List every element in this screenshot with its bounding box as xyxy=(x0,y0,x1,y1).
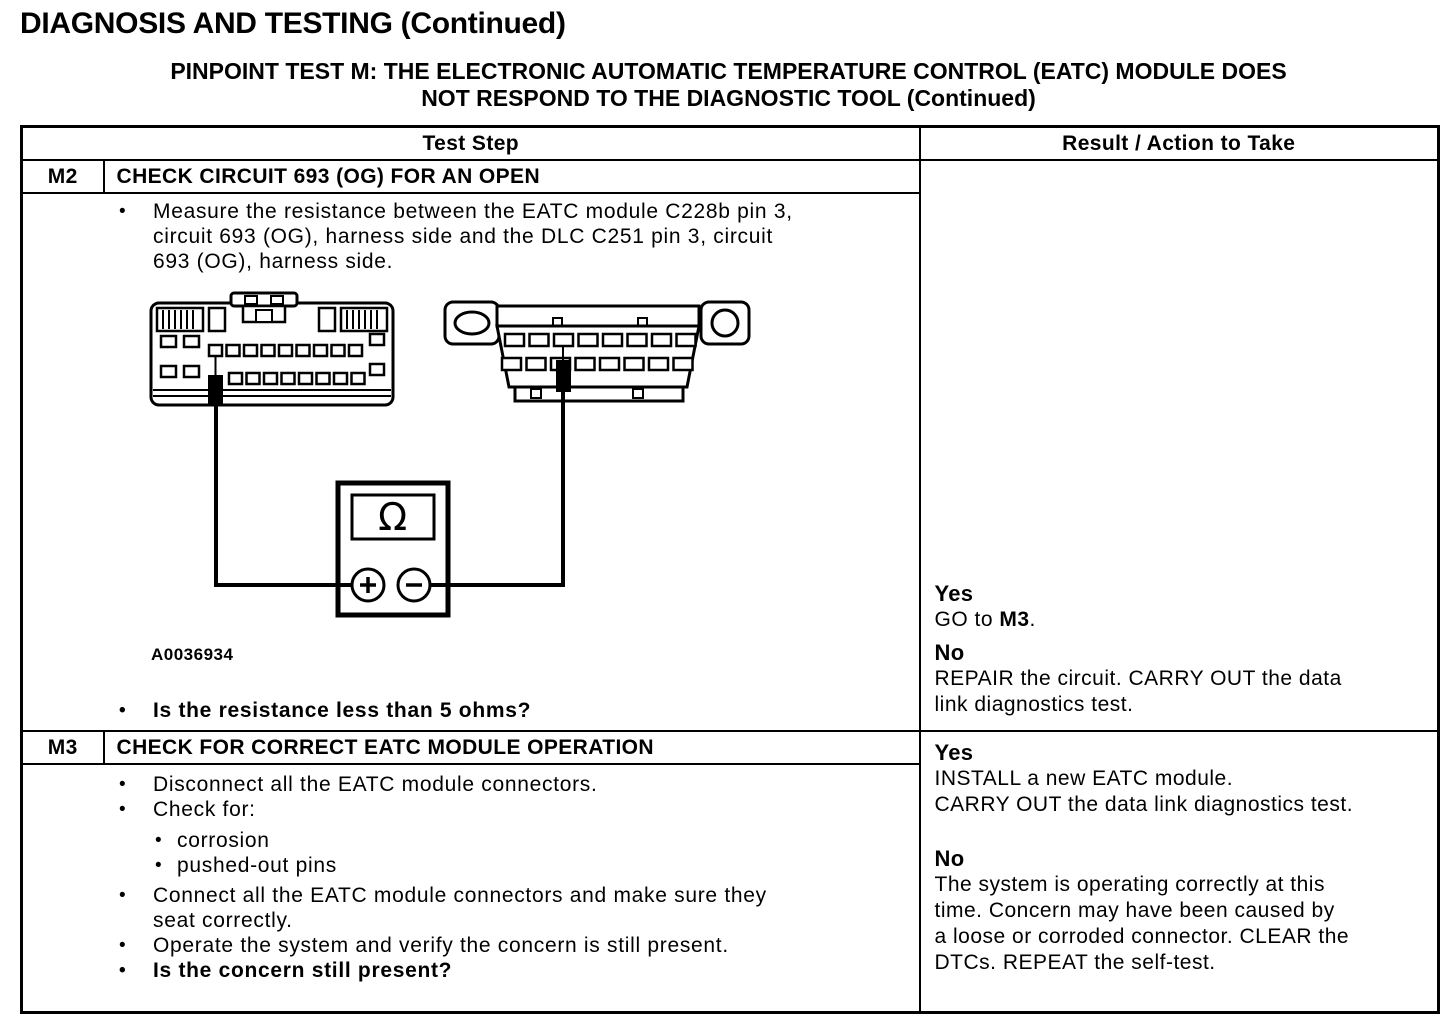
dlc-pin3-probe-marker xyxy=(556,360,571,392)
m3-check-for-bullet: • Check for: xyxy=(119,797,919,822)
plus-terminal-icon xyxy=(352,569,384,601)
test-step-column-header: Test Step xyxy=(22,127,920,161)
dlc-connector-diagram xyxy=(445,302,749,401)
m2-no-block xyxy=(935,640,1430,718)
m3-no-action-line3: a loose or corroded connector. CLEAR the xyxy=(934,925,1350,948)
test-lead-wire-left xyxy=(216,405,352,585)
m3-check-for-sublist xyxy=(23,828,919,878)
m3-corrosion-bullet: • corrosion xyxy=(155,828,919,853)
pinpoint-test-title-line2: NOT RESPOND TO THE DIAGNOSTIC TOOL (Continued) xyxy=(421,85,1036,111)
eatc-pin3-probe-marker xyxy=(208,375,223,405)
m3-yes-action-line1: INSTALL a new EATC module. xyxy=(934,767,1234,790)
figure-reference-label: A0036934 xyxy=(151,645,234,664)
m2-result-cell xyxy=(920,160,1439,731)
m3-content-cell xyxy=(22,764,920,1013)
m2-measure-text: • Measure the resistance between the EATC module C228b pin 3, circuit 693 (OG), harness side and the DLC C251 pin 3, circuit 693 (OG), harness side. xyxy=(153,200,793,273)
m2-title-row xyxy=(22,160,1439,193)
resistance-test-wiring-diagram xyxy=(133,290,773,620)
m2-content-cell xyxy=(22,193,920,731)
m3-no-action-line1: The system is operating correctly at this xyxy=(934,873,1325,896)
m3-connect-bullet: • Connect all the EATC module connectors and make sure they seat correctly. xyxy=(119,883,919,933)
m3-disconnect-bullet: • Disconnect all the EATC module connectors. xyxy=(119,772,919,797)
m3-no-action-line2: time. Concern may have been caused by xyxy=(934,899,1335,922)
pinpoint-test-title xyxy=(20,58,1437,112)
m2-no-label: No xyxy=(934,640,965,665)
m2-question-bullet: • Is the resistance less than 5 ohms? xyxy=(119,698,919,723)
m3-no-block xyxy=(935,846,1430,976)
m3-result-cell xyxy=(920,731,1439,1013)
m2-no-action-line1: REPAIR the circuit. CARRY OUT the data xyxy=(934,667,1342,690)
m2-no-action-line2: link diagnostics test. xyxy=(934,693,1134,716)
m3-title-row xyxy=(22,731,1439,764)
m3-operate-bullet: • Operate the system and verify the concern is still present. xyxy=(119,933,919,958)
m2-measure-bullet xyxy=(119,199,919,274)
page-title: DIAGNOSIS AND TESTING (Continued) xyxy=(20,7,566,40)
table-header-row xyxy=(22,127,1439,161)
m3-step-title: CHECK FOR CORRECT EATC MODULE OPERATION xyxy=(104,731,920,764)
result-column-header: Result / Action to Take xyxy=(920,127,1439,161)
m2-goto-step-ref: M3 xyxy=(999,608,1030,631)
m3-question-bullet: • Is the concern still present? xyxy=(119,958,919,983)
m2-yes-action: GO to M3. xyxy=(934,608,1036,631)
m3-no-action-line4: DTCs. REPEAT the self-test. xyxy=(934,951,1216,974)
m3-step-id: M3 xyxy=(22,731,104,764)
pinpoint-test-title-line1: PINPOINT TEST M: THE ELECTRONIC AUTOMATIC TEMPERATURE CONTROL (EATC) MODULE DOES xyxy=(170,58,1287,84)
m3-no-label: No xyxy=(934,846,965,871)
m3-pushed-out-pins-bullet: • pushed-out pins xyxy=(155,853,919,878)
eatc-module-connector-diagram xyxy=(151,293,393,405)
ohm-symbol: Ω xyxy=(378,495,408,539)
m2-step-id: M2 xyxy=(22,160,104,193)
m2-step-title: CHECK CIRCUIT 693 (OG) FOR AN OPEN xyxy=(104,160,920,193)
pinpoint-test-table xyxy=(20,125,1440,1014)
m3-yes-action-line2: CARRY OUT the data link diagnostics test. xyxy=(934,793,1354,816)
m2-yes-label: Yes xyxy=(934,581,974,606)
m3-yes-label: Yes xyxy=(934,740,974,765)
minus-terminal-icon xyxy=(398,569,430,601)
